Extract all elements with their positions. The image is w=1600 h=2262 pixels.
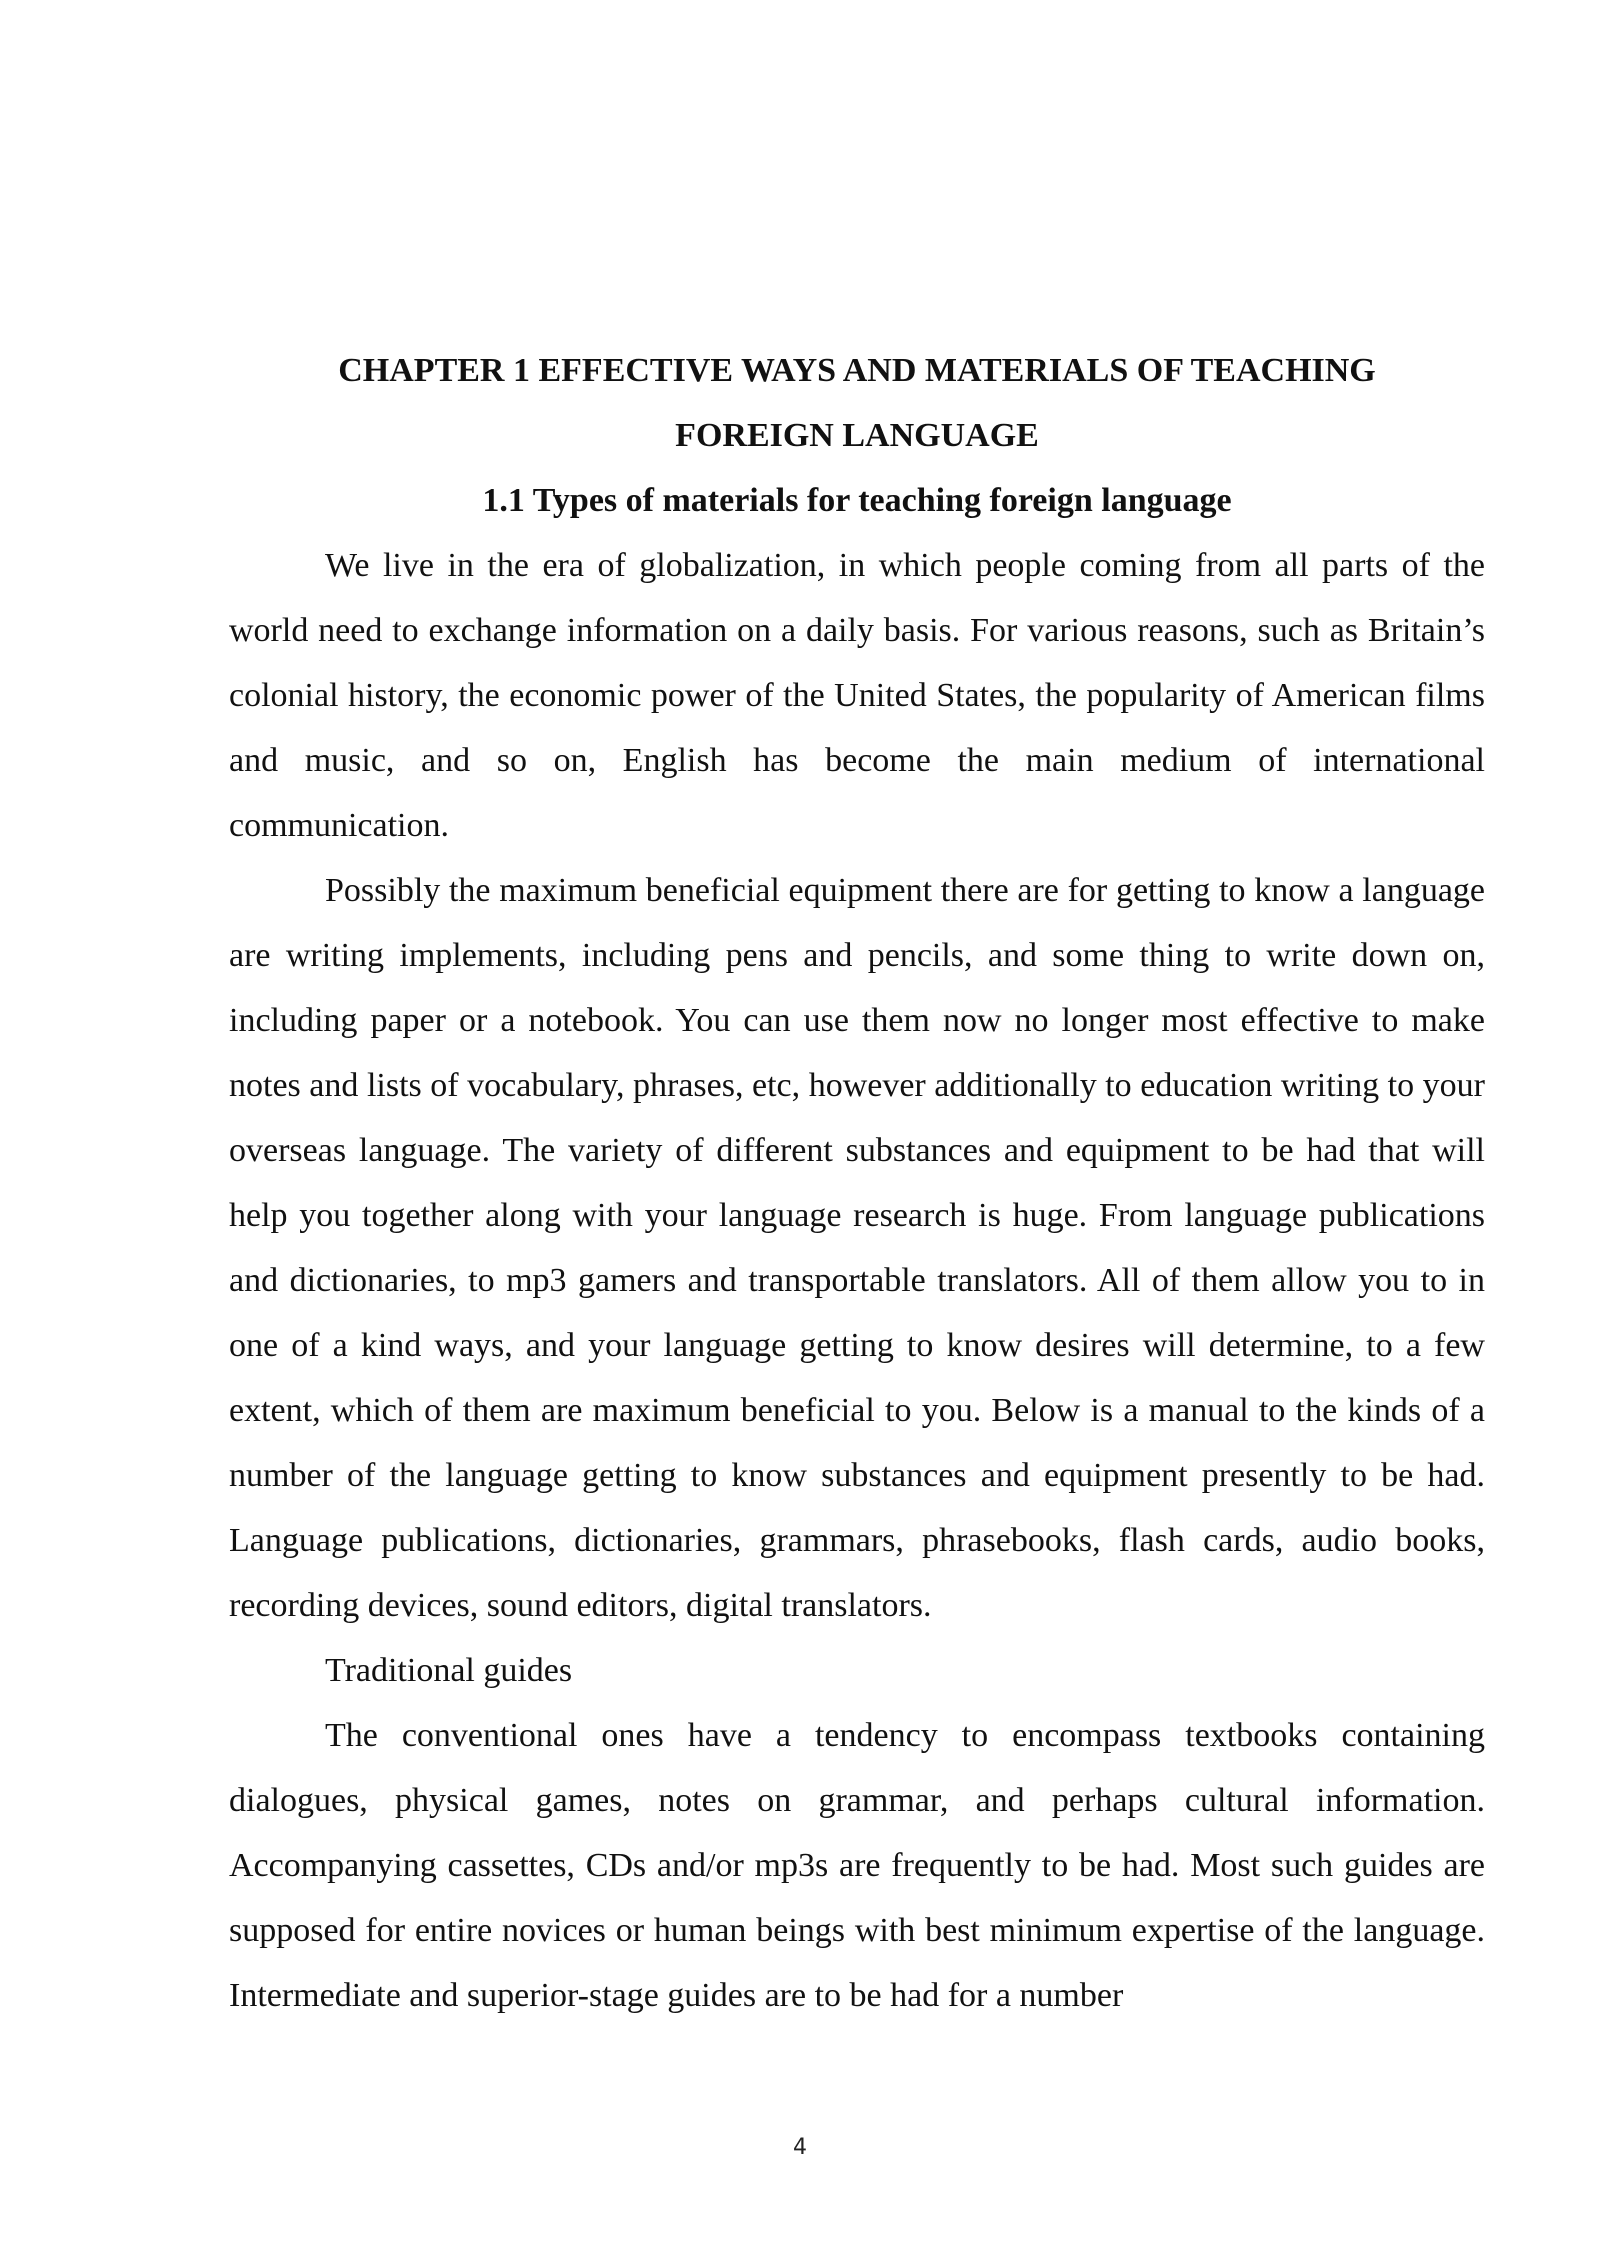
chapter-title-line-1: CHAPTER 1 EFFECTIVE WAYS AND MATERIALS OF TEACHING bbox=[338, 352, 1376, 389]
paragraph-conventional-guides: The conventional ones have a tendency to encompass textbooks containing dialogues, physical games, notes on grammar, and perhaps cultural information. Accompanying cassettes, CDs and/or mp3s are frequently to be had. Most such guides are supposed for entire novices or human beings with best minimum expertise of the language. Intermediate and superior-stage guides are to be had for a number bbox=[229, 1717, 1485, 2014]
paragraph-traditional-guides-heading: Traditional guides bbox=[325, 1652, 573, 1689]
chapter-title bbox=[229, 338, 1485, 468]
section-title: 1.1 Types of materials for teaching foreign language bbox=[482, 482, 1232, 519]
page-number: 4 bbox=[793, 2135, 807, 2160]
page-content bbox=[229, 338, 1485, 2028]
chapter-title-line-2: FOREIGN LANGUAGE bbox=[675, 417, 1039, 454]
paragraph-writing-implements: Possibly the maximum beneficial equipment there are for getting to know a language are writing implements, including pens and pencils, and some thing to write down on, including paper or a notebook. You can use them now no longer most effective to make notes and lists of vocabulary, phrases, etc, however additionally to education writing to your overseas language. The variety of different substances and equipment to be had that will help you together along with your language research is huge. From language publications and dictionaries, to mp3 gamers and transportable translators. All of them allow you to in one of a kind ways, and your language getting to know desires will determine, to a few extent, which of them are maximum beneficial to you. Below is a manual to the kinds of a number of the language getting to know substances and equipment presently to be had. Language publications, dictionaries, grammars, phrasebooks, flash cards, audio books, recording devices, sound editors, digital translators. bbox=[229, 872, 1485, 1624]
paragraph-globalization: We live in the era of globalization, in which people coming from all parts of the world need to exchange information on a daily basis. For various reasons, such as Britain’s colonial history, the economic power of the United States, the popularity of American films and music, and so on, English has become the main medium of international communication. bbox=[229, 547, 1485, 844]
